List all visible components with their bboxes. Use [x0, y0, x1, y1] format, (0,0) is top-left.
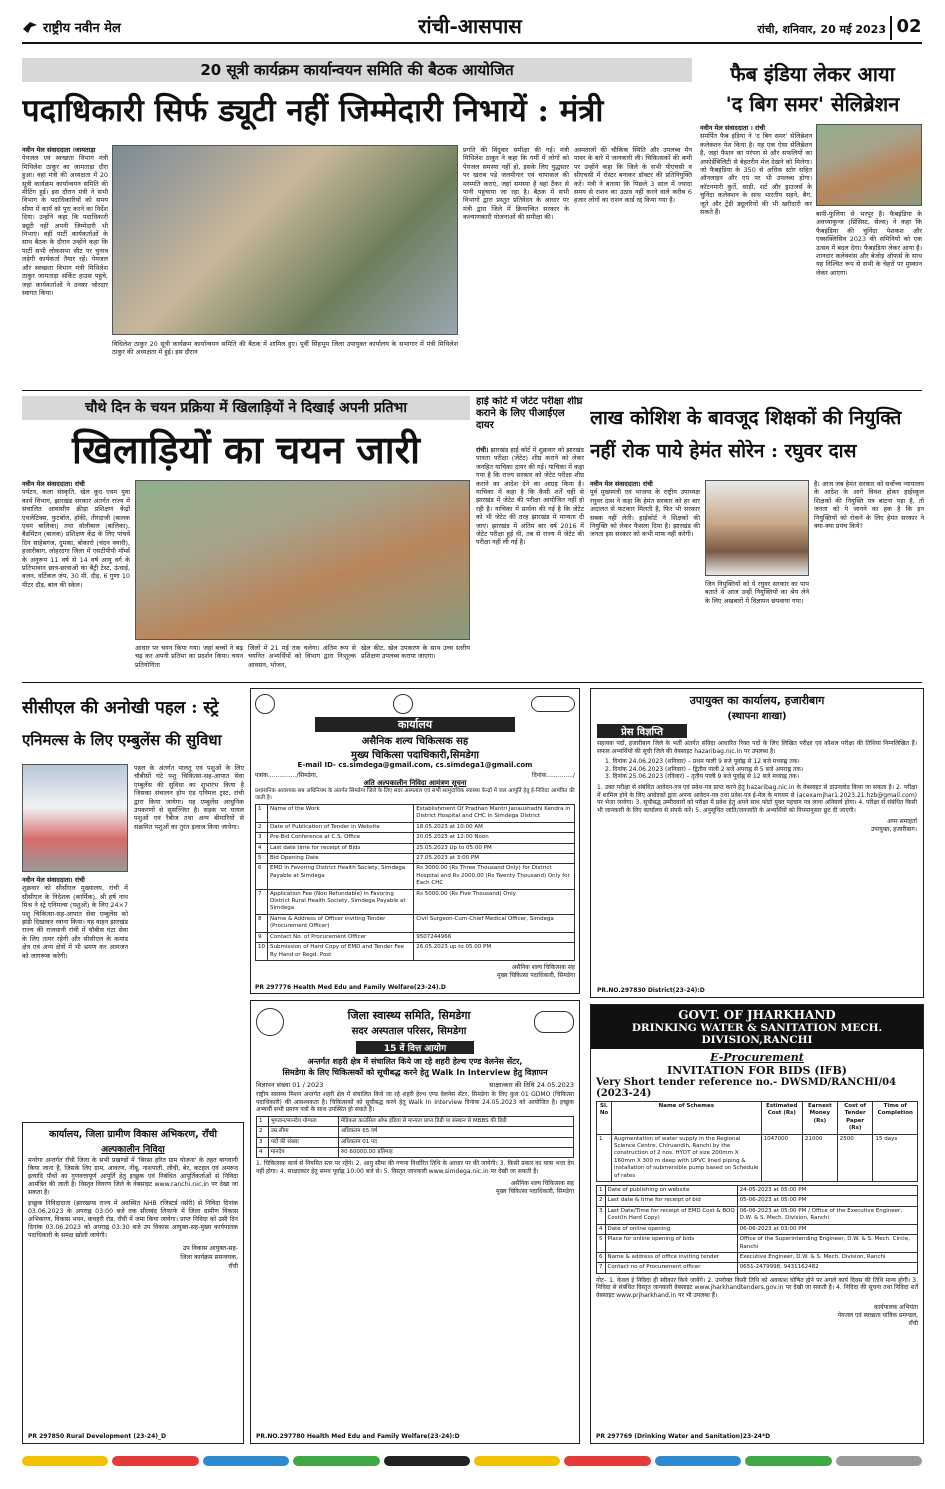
health-ad-table-row-cell: भुगतान/मानदेय योग्यता: [268, 1116, 338, 1126]
health-ad-table: [256, 1116, 574, 1159]
dw-ad-scheme-cell: 1047000: [761, 1134, 802, 1181]
dw-ad-division: DRINKING WATER & SANITATION MECH. DIVISION,RANCHI: [631, 1022, 883, 1046]
nrega-ad-title: कार्यालय, जिला ग्रामीण विकास अभिकरण, राँची: [49, 1129, 217, 1140]
cs-ad-table-row-cell: Application Fee (Non Refundable) in Favoring District Rural Health Society, Simdega Payable at Simdega: [268, 889, 414, 914]
cs-ad-table-row-cell: 7: [256, 889, 268, 914]
ayushman-logo-icon: [534, 1011, 574, 1033]
cs-ad-table-row-cell: 20.05.2023 at 12:00 Noon: [414, 833, 575, 843]
nrega-ad: [22, 1122, 244, 1444]
cs-ad-intro: प्रशासनिक आवश्यक सब अधिनियम के अंतर्गत सिमडेगा जिले के लिए सदर अस्पताल एवं सभी सामुदायिक स्वास्थ्य केन्द्रों में जल आपूर्ति हेतु ई-निविदा आमंत्रित की जाती है।: [255, 788, 575, 801]
health-logo-icon: [531, 696, 575, 712]
dw-ad-date-row-cell: Last date & time for receipt of bid: [605, 1196, 737, 1206]
dw-ad-dates-table: [596, 1185, 918, 1274]
health-ad-table-row: [257, 1127, 574, 1137]
dw-ad-scheme-cell: 15 days: [873, 1134, 918, 1181]
story3-byline: नवीन मेल संवाददाता। रांची: [22, 480, 85, 488]
cs-ad-table-row-cell: 9: [256, 932, 268, 942]
dw-ad-date-row: [597, 1186, 918, 1196]
cs-ad-table-row-cell: 26.05.2023 up to 05.00 PM: [414, 943, 575, 961]
dw-ad-scheme-cell: 1: [597, 1134, 612, 1181]
dw-ad-date-row-cell: Office of the Superintending Engineer, D.W. & S. Mech. Circle, Ranchi: [737, 1235, 917, 1253]
dw-ad-header-cell: Time of Completion: [873, 1102, 918, 1135]
hz-ad-notes: 1. उक्त परीक्षा से संबंधित आवेदन-पत्र एवं प्रवेश-पत्र प्राप्त करने हेतु hazaribag.nic.in के वेबसाइट से डाउनलोड किया जा सकता है। 2. परीक्षा में शामिल होने के लिए आवेदकों द्वारा अपना आवेदन-पत्र तथा प्रवेश-पत्र ई-मेल के माध्यम से (acexamjhar1.2023.21.hzb@gmail.com) पर भेजा जायेगा। 3. सूचीबद्ध उम्मीदवारों को परीक्षा में प्रवेश हेतु अपने साथ फोटो युक्त पहचान पत्र लाना अनिवार्य होगा। 4. परीक्षा से संबंधित किसी भी जानकारी के लिए कार्यालय से संपर्क करें। 5. अनुसूचित जाति/जनजाति के अभ्यर्थियों को नियमानुसार छूट दी जाएगी।: [597, 783, 917, 814]
cs-ad-table-row: [256, 889, 575, 914]
registration-swatch: [293, 1456, 379, 1466]
story5-body-col1: पूर्व मुख्यमंत्री एवं भाजपा के राष्ट्रीय उपाध्यक्ष रघुवर दास ने कहा कि हेमंत सरकार को हर बार अदालत से फटकार मिलती है, फिर भी सरकार सबक नहीं लेती। हाईकोर्ट ने शिक्षकों की नियुक्ति को लेकर फैसला दिया है। झारखंड की जनता इस सरकार को कभी माफ नहीं करेगी।: [590, 488, 700, 539]
dw-ad-scheme-cell: 21000: [802, 1134, 837, 1181]
cs-ad-table-row: [256, 854, 575, 864]
registration-swatch: [745, 1456, 831, 1466]
story2-body2: बापी-फुलिया से भरपूर है। फैबइंडिया के अवध्याकुन्ज (प्रिंसिस्ट, सेल्स) ने कहा कि फैबइंडिया की चुनिंदा पेशकश और एक्सक्लिसिव 2023 की समिनियों को एक उत्सव में बदल देगा। फैबइंडिया लेकर आया है। शानदार कलेक्शंस और बेजोड़ ऑफर्स के साथ यह निश्चित रूप से सभी के चेहरों पर मुस्कान लेकर आएगा।: [816, 210, 922, 277]
cs-ad-table-row-cell: Rs 5000.00 (Rs Five Thousand) Only: [414, 889, 575, 914]
dw-ad-date-row-cell: 06-06-2023 at 03:00 PM: [737, 1224, 917, 1234]
cs-ad-table-row-cell: 1: [256, 805, 268, 823]
cs-ad-table-row-cell: Pre-Bid Conference at C.S. Office: [268, 833, 414, 843]
dw-ad-header-cell: Name of Schemes: [612, 1102, 762, 1135]
hz-ad-pr: PR.NO.297830 District(23-24):D: [597, 987, 705, 994]
nrega-ad-body: मनरेगा अन्तर्गत राँची जिला के सभी प्रखण्डों में 'बिरसा हरित ग्राम योजना' के तहत बागवानी किया जाना है, जिसके लिए ग्राम, आवरण, नींबू, नाशपाती, लीची, बेर, कटहल एवं अमरूद इत्यादि पौधों का गुणवत्तापूर्ण आपूर्ति हेतु इच्छुक एवं निबंधित आपूर्तिकर्ताओं से निविदा आमंत्रित की जाती है। विस्तृत विवरण जिले के वेबसाइट www.ranchi.nic.in पर देखा जा सकता है।: [28, 1157, 238, 1196]
drinking-water-ad: [590, 1004, 924, 1444]
story3-caption2: जिलों में 21 मई तक चलेगा। अंतिम रूप से चयनित अभ्यर्थियों को विभाग द्वारा निःशुल्क आवसन, भोजन,: [248, 644, 356, 669]
cs-ad-table-row-cell: Contact No. of Procurement Officer: [268, 932, 414, 942]
story1-photo: [112, 145, 458, 335]
dw-ad-header-cell: Cost of Tender Paper (Rs): [837, 1102, 873, 1135]
story6-photo: [22, 764, 128, 872]
nrega-ad-subtitle: अल्पकालीन निविदा: [101, 1145, 165, 1155]
section-title: रांची-आसपास: [418, 14, 522, 38]
cs-ad-sign-2: मुख्य चिकित्सा पदाधिकारी, सिमडेगा: [497, 971, 575, 979]
story5-body-col3: है। आज जब हेमंत सरकार को सर्वोच्च न्यायालय के आदेश के आगे विवश होकर हाईस्कूल शिक्षकों की नियुक्ति पत्र बांटना पड़ा है, तो जनता को ये जानने का हक है कि इन नियुक्तियों को रोकने के लिए हेमंत सरकार ने क्या-क्या प्रपंच किये?: [814, 480, 924, 531]
dw-ad-sign-3: राँची: [908, 1319, 918, 1327]
masthead: [22, 14, 202, 40]
cs-ad-table-row: [256, 833, 575, 843]
emblem-icon: [255, 694, 275, 714]
dw-ad-header: [591, 1005, 923, 1049]
nrega-ad-sign-3: राँची: [228, 1263, 238, 1270]
dw-ad-date-row-cell: 5: [597, 1235, 606, 1253]
cs-ad-table-row: [256, 843, 575, 853]
masthead-title: राष्ट्रीय नवीन मेल: [43, 21, 121, 36]
hz-ad-sign-2: उपायुक्त, हजारीबाग।: [870, 826, 917, 834]
cs-ad-table-row-cell: Last date time for receipt of Bids: [268, 843, 414, 853]
story6-headline-2: एनिमल्स के लिए एम्बुलेंस की सुविधा: [22, 731, 222, 749]
story4-text: [476, 446, 584, 676]
health-ad-table-row-cell: 2: [257, 1127, 269, 1137]
divider-1: [22, 390, 922, 391]
dw-ad-sign-2: पेयजल एवं स्वच्छता यांत्रिक प्रमण्डल,: [837, 1311, 918, 1319]
page-number: 02: [890, 16, 926, 40]
hz-ad-schedule-item: 2. दिनांक 24.06.2023 (शनिवार) – द्वितीय पाली 2 बजे अपराह्न से 5 बजे अपराह्न तक।: [605, 765, 804, 773]
dw-ad-date-row-cell: Place for online opening of bids: [605, 1235, 737, 1253]
dw-ad-date-row-cell: Last Date/Time for receipt of EMD Cost & BOQ Cost(In Hard Copy): [605, 1206, 737, 1224]
story3-caption3: खेल कीट, खेल उपकरण के साथ उच्च स्तरीय प्रशिक्षण उपलब्ध कराया जाएगा।: [361, 644, 470, 661]
nrega-ad-sign-1: उप विकास आयुक्त-सह-: [182, 1245, 238, 1252]
jharkhand-logo-icon: [393, 694, 413, 714]
registration-swatch: [655, 1456, 741, 1466]
health-ad-banner-2: अन्तर्गत शहरी क्षेत्र में संचालित किये जा रहे शहरी हेल्थ एण्ड वेलनेस सेंटर,: [307, 1057, 523, 1066]
health-ad-table-row-cell: 4: [257, 1148, 269, 1158]
dw-ad-date-row-cell: 0651-2479998, 9431162482: [737, 1263, 917, 1273]
health-ad-body: राष्ट्रीय स्वास्थ्य मिशन अन्तर्गत शहरी क्षेत्र में संचालित किये जा रहे शहरी हेल्थ एण्ड वेलनेस सेंटर, सिमडेगा के लिए कुल 01 GDMO (चिकित्सा पदाधिकारी) की आवश्यकता है। चिकित्सकों को सूचीबद्ध करने हेतु Walk In Interview दिनांक 24.05.2023 को आयोजित है। इच्छुक अभ्यर्थी सभी प्रमाण पत्रों के साथ उपस्थित हो सकते हैं।: [256, 1091, 574, 1114]
health-ad-sign-2: मुख्य चिकित्सा पदाधिकारी, सिमडेगा: [496, 1187, 574, 1195]
health-ad-table-row: [257, 1148, 574, 1158]
dw-ad-date-row: [597, 1196, 918, 1206]
dw-ad-date-row: [597, 1235, 918, 1253]
dw-ad-date-row-cell: Contact no of Procurement officer: [605, 1263, 737, 1273]
story3-headline: खिलाड़ियों का चयन जारी: [72, 427, 420, 472]
story1-headline: पदाधिकारी सिर्फ ड्यूटी नहीं जिम्मेदारी निभायें : मंत्री: [22, 93, 604, 129]
story6-headline-1: सीसीएल की अनोखी पहल : स्ट्रे: [22, 698, 219, 718]
dw-ad-eproc: E-Procurement: [710, 1051, 804, 1064]
dw-ad-date-row-cell: 4: [597, 1224, 606, 1234]
story5-byline: नवीन मेल संवाददाता। रांची: [590, 480, 653, 488]
story3-kicker: चौथे दिन के चयन प्रक्रिया में खिलाड़ियों ने दिखाई अपनी प्रतिभा: [22, 396, 470, 420]
cs-ad-sign-1: असैनिक शल्य चिकित्सक सह: [511, 963, 575, 971]
cs-ad-table-row: [256, 943, 575, 961]
health-ad-table-row-cell: रु0 60000.00 प्रतिमाह: [338, 1148, 573, 1158]
divider-2: [22, 682, 922, 683]
dw-ad-date-row-cell: Name & address of office inviting tender: [605, 1252, 737, 1262]
story2-kicker: फैब इंडिया लेकर आया: [730, 62, 895, 86]
dw-ad-notes: नोट– 1. केवल ई निविदा ही स्वीकार किये जायेंगे। 2. उपरोक्त किसी तिथि को अवकाश घोषित होने पर अगले कार्य दिवस की तिथि मान्य होगी। 3. निविदा से संबंधित विस्तृत जानकारी वेबसाइट www.jharkhandtenders.gov.in पर देखी जा सकती है। 4. निविदा की सूचना तथा निविदा शर्तें वेबसाइट www.prjharkhand.in पर भी उपलब्ध हैं।: [596, 1276, 918, 1299]
color-registration-bar: [22, 1454, 922, 1468]
story3-text: [22, 480, 130, 676]
dw-ad-date-row-cell: 05-06-2023 at 05:00 PM: [737, 1196, 917, 1206]
dw-ad-date-row-cell: 06-06-2023 at 05:00 PM / Office of the Executive Engineer, D.W. & S. Mech. Division, Ranchi: [737, 1206, 917, 1224]
cs-ad-patrank: पत्रांक.............../सिमडेगा,: [255, 772, 318, 779]
cs-ad-table-row: [256, 914, 575, 932]
cs-ad-table-row-cell: 8: [256, 914, 268, 932]
health-ad-table-row-cell: उम्र सीमा: [268, 1127, 338, 1137]
story1-body-col4: अस्पतालों की चौकिक स्थिति और उपलब्ध मैन पावर के बारे में जानकारी ली। चिकित्सकों की कमी पर उन्होंने कहा कि जिले के सभी पीएचसी व सीएचसी में रोस्टर बनाकर डॉक्टर की प्रतिनियुक्ति करें। मंत्री ने बताया कि पिछले 3 साल में ज्यादा समय से राशन का उठाव नहीं करने वाले करीब 6 हजार लोगों का राशन कार्ड रद्द किया गया है।: [574, 146, 692, 205]
cs-ad-notice-title: अति अल्पकालीन निविदा आमंत्रण सूचना: [363, 779, 467, 787]
cs-ad-table-row-cell: 3: [256, 833, 268, 843]
dw-ad-date-row-cell: Executive Engineer, D.W. & S. Mech. Division, Ranchi: [737, 1252, 917, 1262]
health-ad-pr: PR.NO.297780 Health Med Edu and Family Welfare(23-24):D: [256, 1433, 460, 1440]
story5-portrait: [705, 480, 809, 576]
dw-ad-date-row-cell: 3: [597, 1206, 606, 1224]
story1-byline: नवीन मेल संवाददाता ।जामताड़ा: [22, 146, 96, 154]
hz-ad-body: सहायक पदों, हजारीबाग जिले के भर्ती अंतर्गत संविदा आधारित रिक्त पदों के लिए लिखित परीक्षा एवं कौशल परीक्षा की तिथियां निम्नलिखित हैं। सफल अभ्यर्थियों की सूची जिले की वेबसाइट hazaribag.nic.in पर उपलब्ध है।: [597, 740, 917, 755]
health-ad-sign-1: असैनिक शल्य चिकित्सक सह: [510, 1179, 574, 1187]
registration-swatch: [474, 1456, 560, 1466]
cs-ad-table: [255, 804, 575, 961]
story6-body: शुक्रवार को सीसीएल मुख्यालय, रांची में सीसीएल के निदेशक (कार्मिक), श्री हर्ष नाथ मिश्र ने स्ट्रे एनिमल्स (पशुओं) के लिए 24×7 पशु चिकित्सा-सह-आपात सेवा एम्बुलेंस को झंडी दिखाकर रवाना किया। यह वाहन झारखंड राज्य की राजधानी रांची में चौबीस घंटा सेवा के लिए तत्पर रहेगी और सीसीएल के कमांड क्षेत्र एवं अन्य क्षेत्रों में भी भ्रमण कर आमजन को जागरूक करेगी।: [22, 884, 128, 960]
story2-headline: 'द बिग समर' सेलिब्रेशन: [725, 92, 900, 116]
cs-ad-title: कार्यालय: [315, 717, 515, 732]
cs-ad-email: E-mail ID- cs.simdega@gmail.com, cs.simdega1@gmail.com: [297, 761, 533, 769]
cs-ad-table-row-cell: 6: [256, 864, 268, 889]
story3-caption1: आधार पर चयन किया गया। जहां बच्चों ने बढ़ चढ़ कर अपनी प्रतिभा का प्रदर्शन किया। चयन प्रतियोगिता: [135, 644, 243, 669]
story1-kicker: 20 सूत्री कार्यक्रम कार्यान्वयन समिति की बैठक आयोजित: [22, 58, 692, 82]
cs-ad-table-row-cell: Bid Opening Date: [268, 854, 414, 864]
health-ad-table-row: [257, 1137, 574, 1147]
dw-ad-date-row: [597, 1252, 918, 1262]
cs-ad-table-row-cell: 9507244966: [414, 932, 575, 942]
registration-swatch: [203, 1456, 289, 1466]
health-simdega-ad: [250, 1000, 580, 1444]
dw-ad-date-row-cell: Date of publishing on website: [605, 1186, 737, 1196]
hazaribag-ad: [590, 688, 924, 998]
story2-text: [700, 124, 812, 386]
registration-swatch: [836, 1456, 922, 1466]
health-ad-points: 1. चिकित्सक कार्य से नियमित स्तर पर रहेंगे। 2. आयु सीमा की गणना निर्धारित तिथि के आधार पर की जायेगी। 3. किसी प्रकार का यात्रा भत्ता देय नहीं होगा। 4. साक्षात्कार हेतु समय पूर्वाह्न 10:00 बजे से। 5. विस्तृत जानकारी www.simdega.nic.in पर देखी जा सकती है।: [256, 1160, 574, 1175]
cs-ad-table-row-cell: Establishment Of Pradhan Mantri Janaushadhi Kendra in District Hospital and CHC in Simdega District: [414, 805, 575, 823]
cs-ad-table-row-cell: EMD in Favoring District Health Society, Simdega Payable at Simdega: [268, 864, 414, 889]
health-ad-table-row-cell: 3: [257, 1137, 269, 1147]
health-ad-ref-date: साक्षात्कार की तिथि 24.05.2023: [489, 1081, 574, 1089]
story5-body-col2: जिन नियुक्तियों को ये रघुवर सरकार का पाप बताते थे आज उन्हीं नियुक्तियों का श्रेय लेने के लिए अखबारों में विज्ञापन छपवाया गया।: [705, 580, 809, 605]
cs-ad-table-row-cell: Submission of Hard Copy of EMD and Tender Fee By Hand or Regd. Post: [268, 943, 414, 961]
cs-ad-table-row-cell: 25.05.2023 Up to 05:00 PM: [414, 843, 575, 853]
registration-swatch: [384, 1456, 470, 1466]
health-ad-table-row-cell: मेडिकल काउंसिल ऑफ इंडिया से मान्यता प्राप्त डिग्री या संस्थान से MBBS की डिग्री: [338, 1116, 573, 1126]
health-ad-table-row-cell: अधिकतम 65 वर्ष: [338, 1127, 573, 1137]
health-ad-subtitle: सदर अस्पताल परिसर, सिमडेगा: [351, 1025, 467, 1037]
bird-logo-icon: [22, 20, 38, 34]
health-ad-ref-no: विज्ञापन संख्या 01 / 2023: [256, 1081, 324, 1089]
dw-ad-date-row: [597, 1263, 918, 1273]
cs-ad-subtitle-2: मुख्य चिकित्सा पदाधिकारी,सिमडेगा: [351, 750, 479, 761]
dw-ad-header-cell: Estimated Cost (Rs): [761, 1102, 802, 1135]
cs-ad-table-row: [256, 932, 575, 942]
dw-ad-date-row: [597, 1206, 918, 1224]
hz-ad-title: उपायुक्त का कार्यालय, हजारीबाग: [689, 694, 825, 707]
cs-simdega-ad: [250, 688, 580, 994]
dw-ad-header-cell: Earnest Money (Rs): [802, 1102, 837, 1135]
story4-headline: हाई कोर्ट में जेटेट परीक्षा शीघ्र कराने के लिए पीआईएल दायर: [476, 396, 583, 431]
nrega-ad-pr: PR 297850 Rural Development (23-24)_D: [28, 1433, 166, 1440]
cs-ad-table-row-cell: 27.05.2023 at 3:00 PM: [414, 854, 575, 864]
cs-ad-table-row-cell: Date of Publication of Tender in Website: [268, 822, 414, 832]
story1-caption: विधिलेश ठाकुर 20 सूत्री कार्यक्रम कार्यान्वयन समिति की बैठक में शामिल हुए। पूर्वी सिंहभूम जिला उपायुक्त कार्यालय के सभागार में मंत्री मिथिलेश ठाकुर की अध्यक्षता में हुई। इस दौरान: [112, 340, 458, 357]
cs-ad-table-row: [256, 805, 575, 823]
cs-ad-subtitle-1: असैनिक शल्य चिकित्सक सह: [361, 736, 469, 747]
dw-ad-date-row-cell: 2: [597, 1196, 606, 1206]
story6-byline: नवीन मेल संवाददाता। रांची: [22, 876, 85, 884]
hz-ad-sign-1: अपर समाहर्ता: [887, 818, 917, 826]
dw-ad-date-row-cell: 7: [597, 1263, 606, 1273]
hz-ad-schedule: [605, 758, 917, 781]
dw-ad-govt: GOVT. OF JHARKHAND: [678, 1008, 836, 1022]
cs-ad-table-row-cell: Name of the Work: [268, 805, 414, 823]
cs-ad-table-row-cell: 5: [256, 854, 268, 864]
story5-headline: लाख कोशिश के बावजूद शिक्षकों की नियुक्ति नहीं रोक पाये हेमंत सोरेन : रघुवर दास: [590, 407, 902, 462]
health-ad-title: जिला स्वास्थ्य समिति, सिमडेगा: [347, 1008, 471, 1022]
nrega-ad-sign-2: जिला कार्यक्रम समन्वयक,: [180, 1254, 238, 1261]
cs-ad-table-row: [256, 864, 575, 889]
health-ad-banner-3: सिमडेगा के लिए चिकित्सकों को सूचीबद्ध करने हेतु Walk In Interview हेतु विज्ञापन: [282, 1068, 548, 1077]
cs-ad-table-row-cell: Name & Address of Officer inviting Tender (Procurement Officer): [268, 914, 414, 932]
health-ad-table-row: [257, 1116, 574, 1126]
cs-ad-table-row-cell: 18.05.2023 at 10:00 AM: [414, 822, 575, 832]
health-ad-banner-1: 15 वें वित्त आयोग: [356, 1041, 474, 1054]
cs-ad-table-row-cell: 4: [256, 843, 268, 853]
health-ad-table-row-cell: मानदेय: [268, 1148, 338, 1158]
story3-body: पर्यटन, कला संस्कृति, खेल कूद एवम युवा कार्य विभाग, झारखंड सरकार अंतर्गत राज्य में संचालित आवासीय क्रीड़ा प्रशिक्षण केंद्रों एथलेटिक्स, फुटबॉल, हॉकी, तीरंदाजी (बालक एवम बालिका) तथा वॉलीबाल (बालिका), बैडमिंटन (बालक) प्रशिक्षण केंद्र के लिए पांचवें दिन साहेबगंज, दुमका, बोकारो (चंदन क्यारी), हजारीबाग, लोहरदगा जिला में एसटीपीपी मॉर्म्स के अनुरूप 11 वर्ष से 14 वर्ष आयु वर्ग के प्रतिभावान छात्र-छात्राओं का बैट्री टेस्ट, ऊंचाई, वजन, वर्टिकल जंप, 30 मी. दौड़, 6 गुणा 10 मीटर दौड़, बाल की स्केल।: [22, 488, 130, 589]
story1-body-col1: पेयजल एवं स्वच्छता विभाग मंत्री मिथिलेश ठाकुर का जामताड़ा दौरा हुआ। वहां मंत्री की अध्यक्षता में 20 सूत्री कार्यक्रम कार्यान्वयन समिति की मीटिंग हुई। इस दौरान मंत्री ने सभी विभाग के पदाधिकारियों को समय सीमा में कार्य को पूरा करने का निर्देश दिया। उन्होंने कहा कि पदाधिकारी ड्यूटी नहीं अपनी जिम्मेदारी भी निभाएं। वहीं पार्टी कार्यकर्ताओं के साथ बैठक के दौरान उन्होंने कहा कि पार्टी सभी लोकसभा सीट पर चुनाव लड़ेगी कार्यकर्ता तैयार रहें। पेयजल और स्वच्छता विभाग मंत्री मिथिलेश ठाकुर जामताड़ा सर्किट हाउस पहुंचे, जहां कार्यकर्ताओं ने उनका जोरदार स्वागत किया।: [22, 154, 108, 297]
hz-ad-section: प्रेस विज्ञप्ति: [597, 724, 687, 738]
hz-ad-subtitle: (स्थापना शाखा): [727, 711, 787, 722]
cs-ad-table-row-cell: Rs 3000.00 (Rs Three Thousand Only) for District Hospital and Rs 2000.00 (Rs Twenty Thousand) Only for Each CHC: [414, 864, 575, 889]
health-ad-table-row-cell: पदों की संख्या: [268, 1137, 338, 1147]
hz-ad-schedule-item: 3. दिनांक 25.06.2023 (रविवार) – तृतीय पाली 9 बजे पूर्वाह्न से 12 बजे मध्याह्न तक।: [605, 773, 800, 781]
dw-ad-header-cell: Sl. No: [597, 1102, 612, 1135]
dw-ad-date-row-cell: Date of online opening: [605, 1224, 737, 1234]
dw-ad-ref: Very Short tender reference no.- DWSMD/RANCHI/04 (2023-24): [596, 1077, 897, 1099]
story2-byline: नवीन मेल संवाददाता । रांची: [700, 124, 766, 132]
header-rule: [22, 42, 922, 44]
registration-swatch: [564, 1456, 650, 1466]
health-ad-table-row-cell: अधिकतम 01 पद: [338, 1137, 573, 1147]
cs-ad-dinank: दिनांक............../: [532, 772, 575, 779]
health-ad-table-row-cell: 1: [257, 1116, 269, 1126]
cs-ad-table-row: [256, 822, 575, 832]
dateline: रांची, शनिवार, 20 मई 2023: [757, 23, 886, 36]
nrega-ad-body2: इच्छुक निविदादाता (झारखण्ड राज्य में अवस्थित NHB रजिस्टर्ड नर्सरी) से निविदा दिनांक 03.06.2023 के अपराह्न 03:00 बजे तक सीलबंद लिफाफे में जिला ग्रामीण विकास अभिकरण, विकास भवन, कचहरी रोड, राँची में जमा किया जायेगा। प्राप्त निविदा को उसी दिन दिनांक 03.06.2023 को अपराह्न 03:30 बजे उप विकास आयुक्त-सह-मुख्य कार्यपालक पदाधिकारी के समक्ष खोली जायेगी।: [28, 1200, 238, 1239]
story4-byline: रांची।: [476, 446, 489, 454]
dw-ad-scheme-cell: 2500: [837, 1134, 873, 1181]
story2-body: समर्पित फैब इंडिया ने 'द बिग समर' सेलिब्रेशन कलेक्शन पेश किया है। यह एक ऐसा सेलिब्रेशन है, जहां फैशन का परंपरा से और सफलियों का अफोर्डेबिलिटी से बेहतरीन मेल देखने को मिलेगा। जो फैबइंडिया के 350 से अधिक स्टोर सहित ऑनलाइन और एप पर भी उपलब्ध होगा। कॉटनमारी कुर्ते, साड़ी, शर्ट और ड्राउजर्स के चुनिंदा कलेक्शन के साथ भारतीय सहने, बैग, जूते और ट्रेंडी ड्यूलरियों की भी खरीदारी कर सकते हैं।: [700, 132, 812, 217]
dw-ad-scheme-table: [596, 1101, 918, 1182]
story6-text: [22, 876, 128, 1116]
dw-ad-date-row-cell: 6: [597, 1252, 606, 1262]
cs-ad-table-row-cell: Civil Surgeon-Cum-Chief Medical Officer, Simdega: [414, 914, 575, 932]
dw-ad-invitation: INVITATION FOR BIDS (IFB): [667, 1064, 847, 1077]
dw-ad-pr: PR 297769 (Drinking Water and Sanitation)23-24*D: [596, 1433, 771, 1440]
story6-body2: पहल के अंतर्गत पालतू एवं पशुओं के लिए चौबीसों घंटे पशु चिकित्सा-सह-आपात सेवा एम्बुलेंस की सुविधा का शुभारंभ किया है जिसका संचालन होप एंड एनिमल ट्रस्ट, रांची द्वारा किया जायेगा। यह एम्बुलेंस आधुनिक उपकरणों से सुसज्जित है। सड़क पर घायल पशुओं एवं रैबीज तथा अन्य बीमारियों से संक्रमित पशुओं का तुरंत इलाज किया जायेगा।: [134, 764, 244, 831]
cs-ad-table-row-cell: 10: [256, 943, 268, 961]
story3-photo: [135, 480, 470, 640]
nhm-logo-icon: [256, 1008, 284, 1036]
registration-swatch: [112, 1456, 198, 1466]
dw-ad-sign-1: कार्यपालक अभियंता: [874, 1303, 918, 1311]
story4-body: झारखंड हाई कोर्ट में शुक्रवार को झारखंड पात्रता परीक्षा (जेटेट) शीघ्र कराने को लेकर जनहित याचिका दायर की गई। याचिका में कहा गया है कि राज्य सरकार को जेटेट परीक्षा शीघ्र कराने का आदेश देने का आग्रह किया है। याचिका में कहा है कि कैसी शर्तें यहीं से झारखंड में जेटेट की परीक्षा आयोजित नहीं हो रही है। याचिका में प्रार्थना की गई है कि जेटेट को भी जेटेट की तरह झारखंड में मान्यता दी जाए। झारखंड में अंतिम बार वर्ष 2016 में जेटेट परीक्षा हुई थी, तब से राज्य में जेटेट की परीक्षा नहीं ली गई है।: [476, 446, 584, 547]
dw-ad-date-row: [597, 1224, 918, 1234]
dw-ad-date-row-cell: 24-05-2023 at 05:00 PM: [737, 1186, 917, 1196]
story5-text-col1: [590, 480, 700, 676]
dw-ad-scheme-cell: Augmentation of water supply in the Regional Science Centre, Chiruandih, Ranchi by the construction of 2 nos. HYDT of size 200mm X 160mm X 300 m deep with UPVC lined piping & installation of submersible pump based on Schedule of rates: [612, 1134, 762, 1181]
registration-swatch: [22, 1456, 108, 1466]
cs-ad-pr: PR 297776 Health Med Edu and Family Welfare(23-24).D: [255, 984, 446, 991]
story1-text-col1: [22, 146, 108, 386]
story1-body-col3: प्रगति की विंदुवार समीक्षा की गई। मंत्री मिथिलेश ठाकुर ने कहा कि गर्मी में लोगों को पेयजल समस्या नहीं हो, इसके लिए युद्धस्तर पर खराब पड़े जलमीनार एवं चापाकल की मरम्मति कराएं, जहां समस्या है वहां टैंकर से पानी पहुंचाया जा रहा है। बैठक में सभी विभागों द्वारा प्रस्तुत प्रतिवेदन के आधार पर मंत्री द्वारा जिले में क्रियान्वित सरकार के कल्याणकारी योजनाओं की समीक्षा की।: [463, 146, 569, 222]
cs-ad-table-row-cell: 2: [256, 822, 268, 832]
hz-ad-schedule-item: 1. दिनांक 24.06.2023 (शनिवार) – प्रथम पाली 9 बजे पूर्वाह्न से 12 बजे मध्याह्न तक।: [605, 758, 800, 766]
dw-ad-date-row-cell: 1: [597, 1186, 606, 1196]
story2-photo: [816, 124, 922, 206]
